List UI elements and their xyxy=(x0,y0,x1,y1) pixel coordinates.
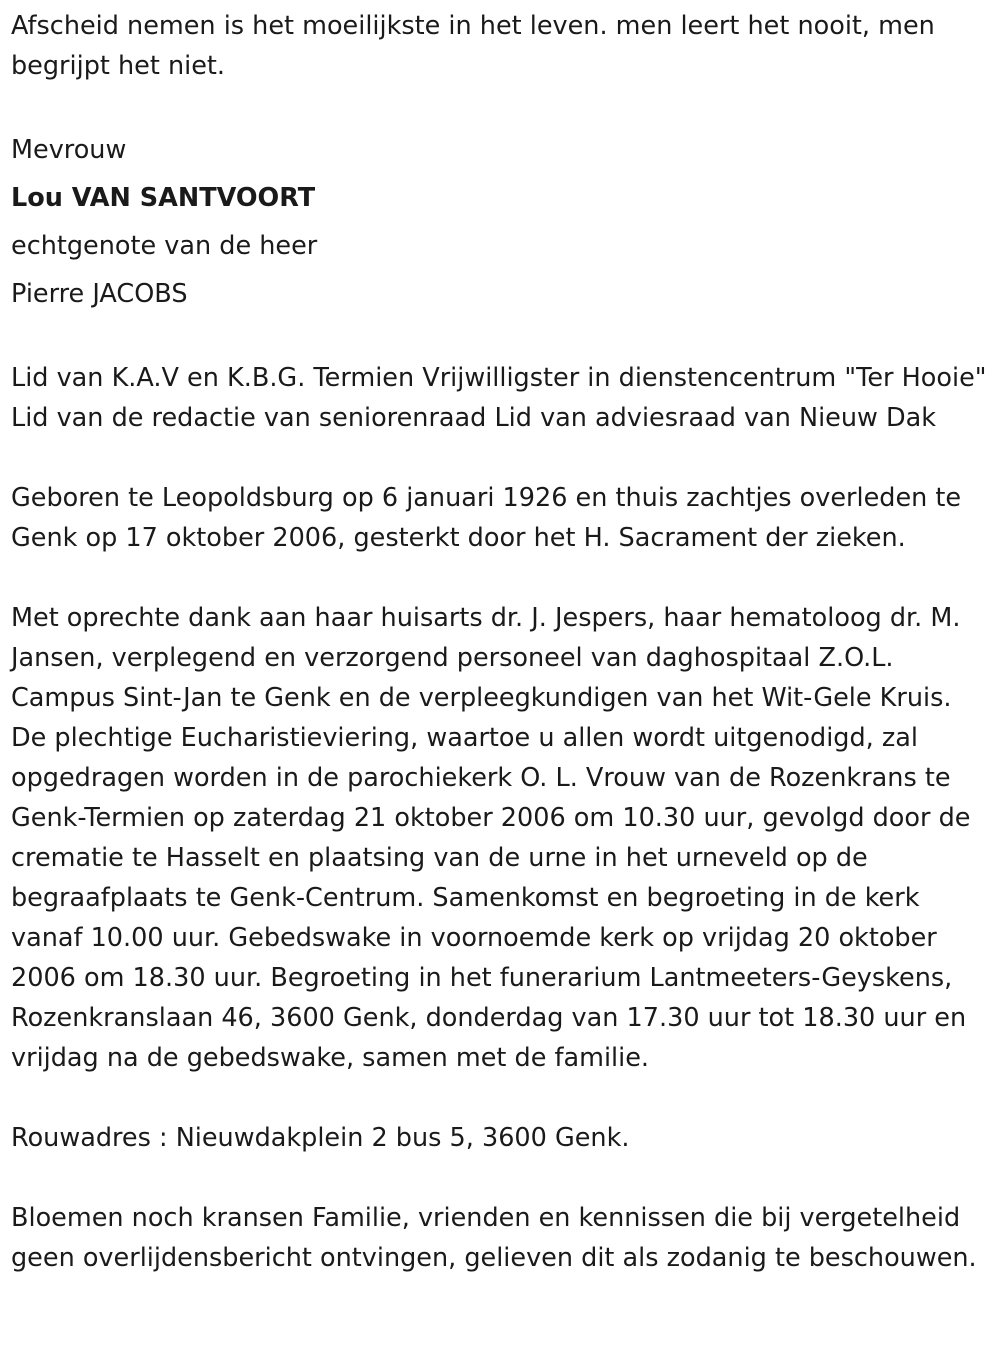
mourning-address: Rouwadres : Nieuwdakplein 2 bus 5, 3600 Genk. xyxy=(11,1123,630,1153)
thanks-ceremony-paragraph: Met oprechte dank aan haar huisarts dr. J. Jespers, haar hematoloog dr. M. Jansen, verplegend en verzorgend personeel van daghospitaal Z.O.L. Campus Sint-Jan te Genk en de verpleegkundigen van het Wit-Gele Kruis. De plechtige Eucharistieviering, waartoe u allen wordt uitgenodigd, zal opgedragen worden in de parochiekerk O. L. Vrouw van de Rozenkrans te Genk-Termien op zaterdag 21 oktober 2006 om 10.30 uur, gevolgd door de crematie te Hasselt en plaatsing van de urne in het urneveld op de begraafplaats te Genk-Centrum. Samenkomst en begroeting in de kerk vanaf 10.00 uur. Gebedswake in voornoemde kerk op vrijdag 20 oktober 2006 om 18.30 uur. Begroeting in het funerarium Lantmeeters-Geyskens, Rozenkranslaan 46, 3600 Genk, donderdag van 17.30 uur tot 18.30 uur en vrijdag na de gebedswake, samen met de familie. xyxy=(11,603,971,1073)
spacer xyxy=(11,86,990,126)
spacer xyxy=(11,438,990,478)
spacer xyxy=(11,1078,990,1118)
salutation: Mevrouw xyxy=(11,135,127,165)
spacer xyxy=(11,558,990,598)
relation-text: echtgenote van de heer xyxy=(11,231,318,261)
birth-death-paragraph: Geboren te Leopoldsburg op 6 januari 1926 en thuis zachtjes overleden te Genk op 17 oktober 2006, gesterkt door het H. Sacrament der zieken. xyxy=(11,483,962,553)
spouse-name: Pierre JACOBS xyxy=(11,279,188,309)
memberships-paragraph: Lid van K.A.V en K.B.G. Termien Vrijwilligster in dienstencentrum "Ter Hooie" Lid van de redactie van seniorenraad Lid van adviesraad van Nieuw Dak xyxy=(11,363,987,433)
opening-quote: Afscheid nemen is het moeilijkste in het leven. men leert het nooit, men begrijpt het niet. xyxy=(11,11,935,81)
spacer xyxy=(11,318,990,358)
spacer xyxy=(11,1158,990,1198)
deceased-name: Lou VAN SANTVOORT xyxy=(11,183,316,213)
closing-paragraph: Bloemen noch kransen Familie, vrienden en kennissen die bij vergetelheid geen overlijdensbericht ontvingen, gelieven dit als zodanig te beschouwen. xyxy=(11,1203,977,1273)
